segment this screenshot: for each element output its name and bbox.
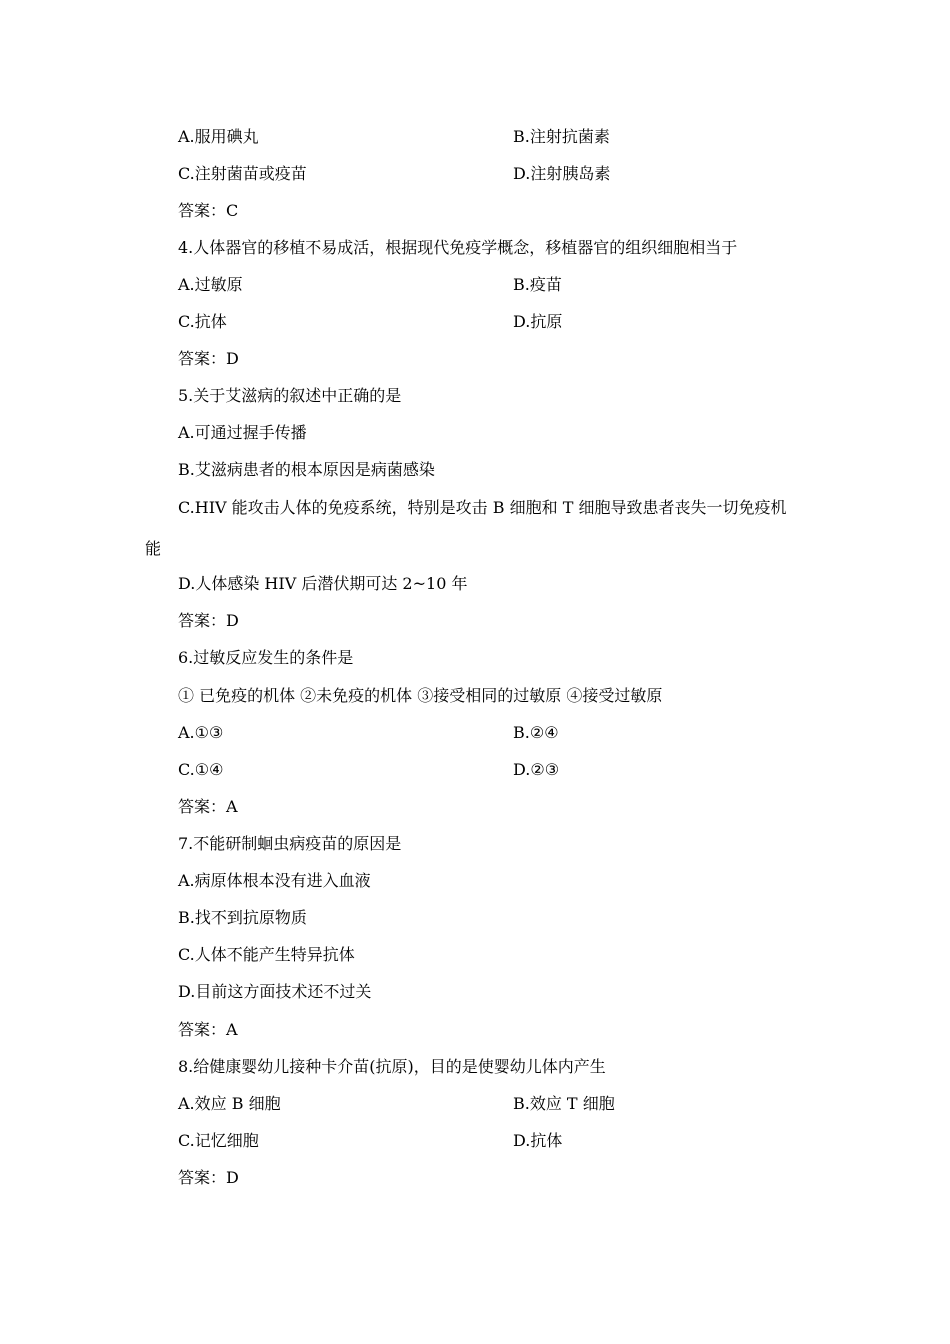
q6-option-d: D.②③ <box>513 760 560 779</box>
q6-option-c: C.①④ <box>178 760 224 779</box>
q3-answer: 答案：C <box>178 201 239 220</box>
q3-option-b: B.注射抗菌素 <box>513 127 610 146</box>
q6-option-b: B.②④ <box>513 723 559 742</box>
q8-option-d: D.抗体 <box>513 1131 563 1150</box>
q3-option-c: C.注射菌苗或疫苗 <box>178 164 307 183</box>
q6-stem: 6.过敏反应发生的条件是 <box>178 648 354 667</box>
q8-option-a: A.效应 B 细胞 <box>178 1094 281 1113</box>
q5-option-d: D.人体感染 HIV 后潜伏期可达 2~10 年 <box>178 574 468 593</box>
q5-option-c-line2: 能 <box>145 539 162 558</box>
q4-option-b: B.疫苗 <box>513 275 562 294</box>
q7-option-b: B.找不到抗原物质 <box>178 908 307 927</box>
q7-option-a: A.病原体根本没有进入血液 <box>178 871 371 890</box>
q6-answer: 答案：A <box>178 797 238 816</box>
q8-stem: 8.给健康婴幼儿接种卡介苗(抗原)，目的是使婴幼儿体内产生 <box>178 1057 606 1076</box>
q4-stem: 4.人体器官的移植不易成活，根据现代免疫学概念，移植器官的组织细胞相当于 <box>178 238 738 257</box>
q4-answer: 答案：D <box>178 349 239 368</box>
q6-conditions: ① 已免疫的机体 ②未免疫的机体 ③接受相同的过敏原 ④接受过敏原 <box>178 686 663 705</box>
q5-option-c-line1: C.HIV 能攻击人体的免疫系统，特别是攻击 B 细胞和 T 细胞导致患者丧失一切免疫机 <box>178 498 787 517</box>
q8-answer: 答案：D <box>178 1168 239 1187</box>
q7-option-c: C.人体不能产生特异抗体 <box>178 945 355 964</box>
q7-option-d: D.目前这方面技术还不过关 <box>178 982 372 1001</box>
q8-option-b: B.效应 T 细胞 <box>513 1094 615 1113</box>
q5-option-b: B.艾滋病患者的根本原因是病菌感染 <box>178 460 435 479</box>
q5-stem: 5.关于艾滋病的叙述中正确的是 <box>178 386 402 405</box>
q3-option-d: D.注射胰岛素 <box>513 164 611 183</box>
q5-answer: 答案：D <box>178 611 239 630</box>
q7-stem: 7.不能研制蛔虫病疫苗的原因是 <box>178 834 402 853</box>
q6-option-a: A.①③ <box>178 723 224 742</box>
q4-option-a: A.过敏原 <box>178 275 243 294</box>
q5-option-a: A.可通过握手传播 <box>178 423 307 442</box>
q3-option-a: A.服用碘丸 <box>178 127 259 146</box>
q4-option-d: D.抗原 <box>513 312 563 331</box>
q8-option-c: C.记忆细胞 <box>178 1131 259 1150</box>
q4-option-c: C.抗体 <box>178 312 227 331</box>
q7-answer: 答案：A <box>178 1020 238 1039</box>
